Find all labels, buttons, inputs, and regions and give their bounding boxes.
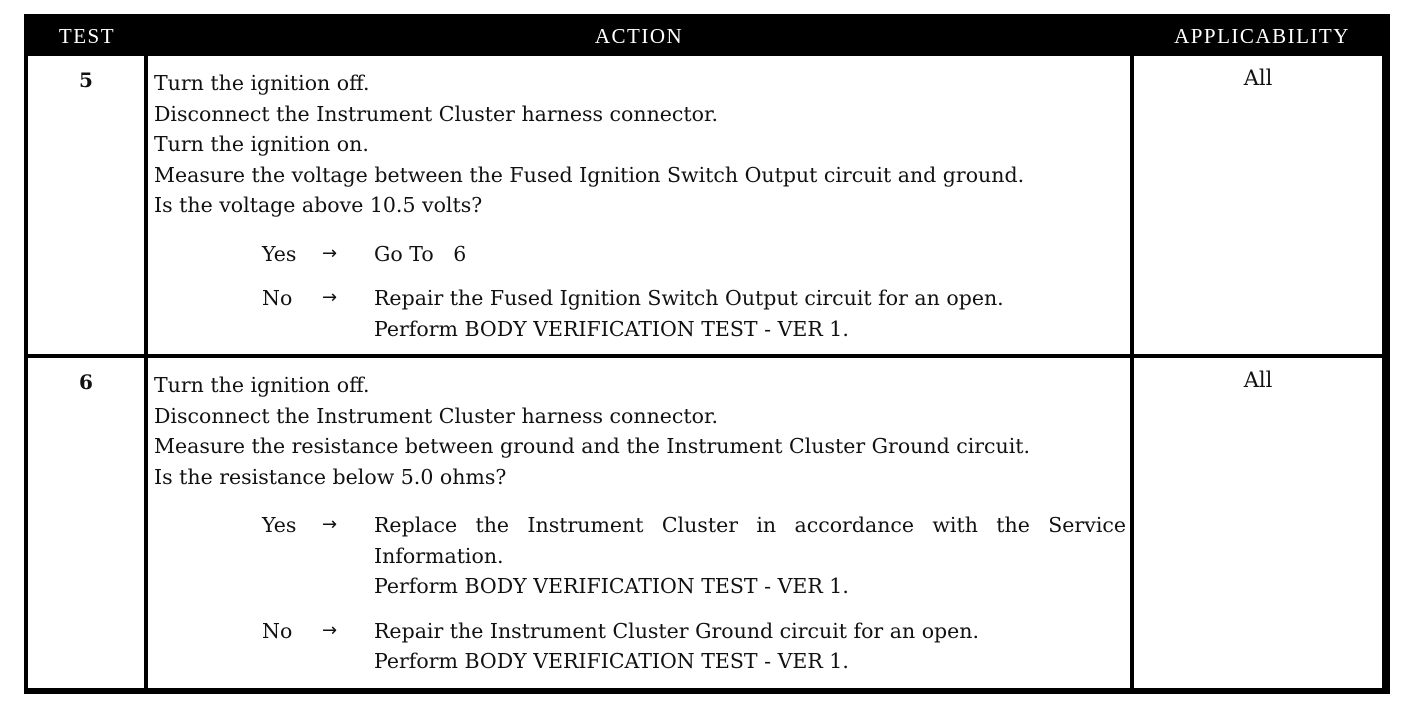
step-line: Measure the resistance between ground and the Instrument Cluster Ground circuit. — [154, 434, 1031, 458]
action-steps — [154, 68, 1124, 344]
outcome-label: Yes — [262, 241, 297, 266]
step-line: Turn the ignition on. — [154, 132, 369, 156]
action-steps — [154, 370, 1124, 677]
outcome-line: Go To 6 — [374, 241, 467, 266]
outcome-body — [374, 283, 1124, 344]
header-action: ACTION — [594, 24, 684, 48]
row-5-action-cell — [148, 56, 1130, 354]
outcome-yes — [262, 510, 1124, 602]
step-line: Is the resistance below 5.0 ohms? — [154, 464, 507, 489]
right-arrow-icon: → — [322, 242, 338, 264]
row-6-action-cell — [148, 358, 1130, 688]
row-5-test-cell — [28, 56, 144, 354]
test-number: 6 — [79, 370, 93, 394]
right-arrow-icon: → — [322, 287, 338, 308]
outcome-line: Perform BODY VERIFICATION TEST - VER 1. — [374, 316, 849, 341]
outcome-label: No — [262, 618, 293, 643]
outcome-body — [374, 239, 1124, 270]
header-applicability: APPLICABILITY — [1174, 24, 1350, 48]
outcome-line: Perform BODY VERIFICATION TEST - VER 1. — [374, 574, 849, 598]
step-line: Disconnect the Instrument Cluster harness connector. — [154, 403, 719, 428]
outcome-no — [262, 283, 1124, 344]
step-line: Disconnect the Instrument Cluster harness connector. — [154, 101, 719, 126]
outcome-line: Replace the Instrument Cluster in accordance with the Service — [374, 513, 1126, 537]
outcome-line: Information. — [374, 543, 504, 568]
outcome-line: Perform BODY VERIFICATION TEST - VER 1. — [374, 649, 849, 673]
test-number: 5 — [79, 68, 93, 92]
step-line: Measure the voltage between the Fused Ignition Switch Output circuit and ground. — [154, 162, 1025, 187]
row-6-applicability-cell — [1134, 358, 1382, 688]
applicability-value: All — [1243, 66, 1273, 90]
outcome-yes — [262, 239, 1124, 270]
step-line: Turn the ignition off. — [154, 71, 370, 95]
applicability-value: All — [1243, 368, 1273, 392]
outcome-label: Yes — [262, 513, 297, 537]
outcome-line: Repair the Fused Ignition Switch Output circuit for an open. — [374, 286, 1004, 310]
step-line: Is the voltage above 10.5 volts? — [154, 193, 483, 217]
outcome-no — [262, 616, 1124, 677]
outcome-body — [374, 510, 1124, 602]
row-6-test-cell — [28, 358, 144, 688]
outcome-label: No — [262, 286, 293, 310]
header-test: TEST — [58, 24, 116, 48]
table-header-row — [24, 14, 1390, 56]
outcome-line: Repair the Instrument Cluster Ground circuit for an open. — [374, 618, 980, 643]
outcome-body — [374, 616, 1124, 677]
step-line: Turn the ignition off. — [154, 373, 370, 397]
row-5-applicability-cell — [1134, 56, 1382, 354]
right-arrow-icon: → — [322, 619, 338, 641]
right-arrow-icon: → — [322, 514, 338, 535]
diagnostic-test-table — [24, 14, 1390, 694]
